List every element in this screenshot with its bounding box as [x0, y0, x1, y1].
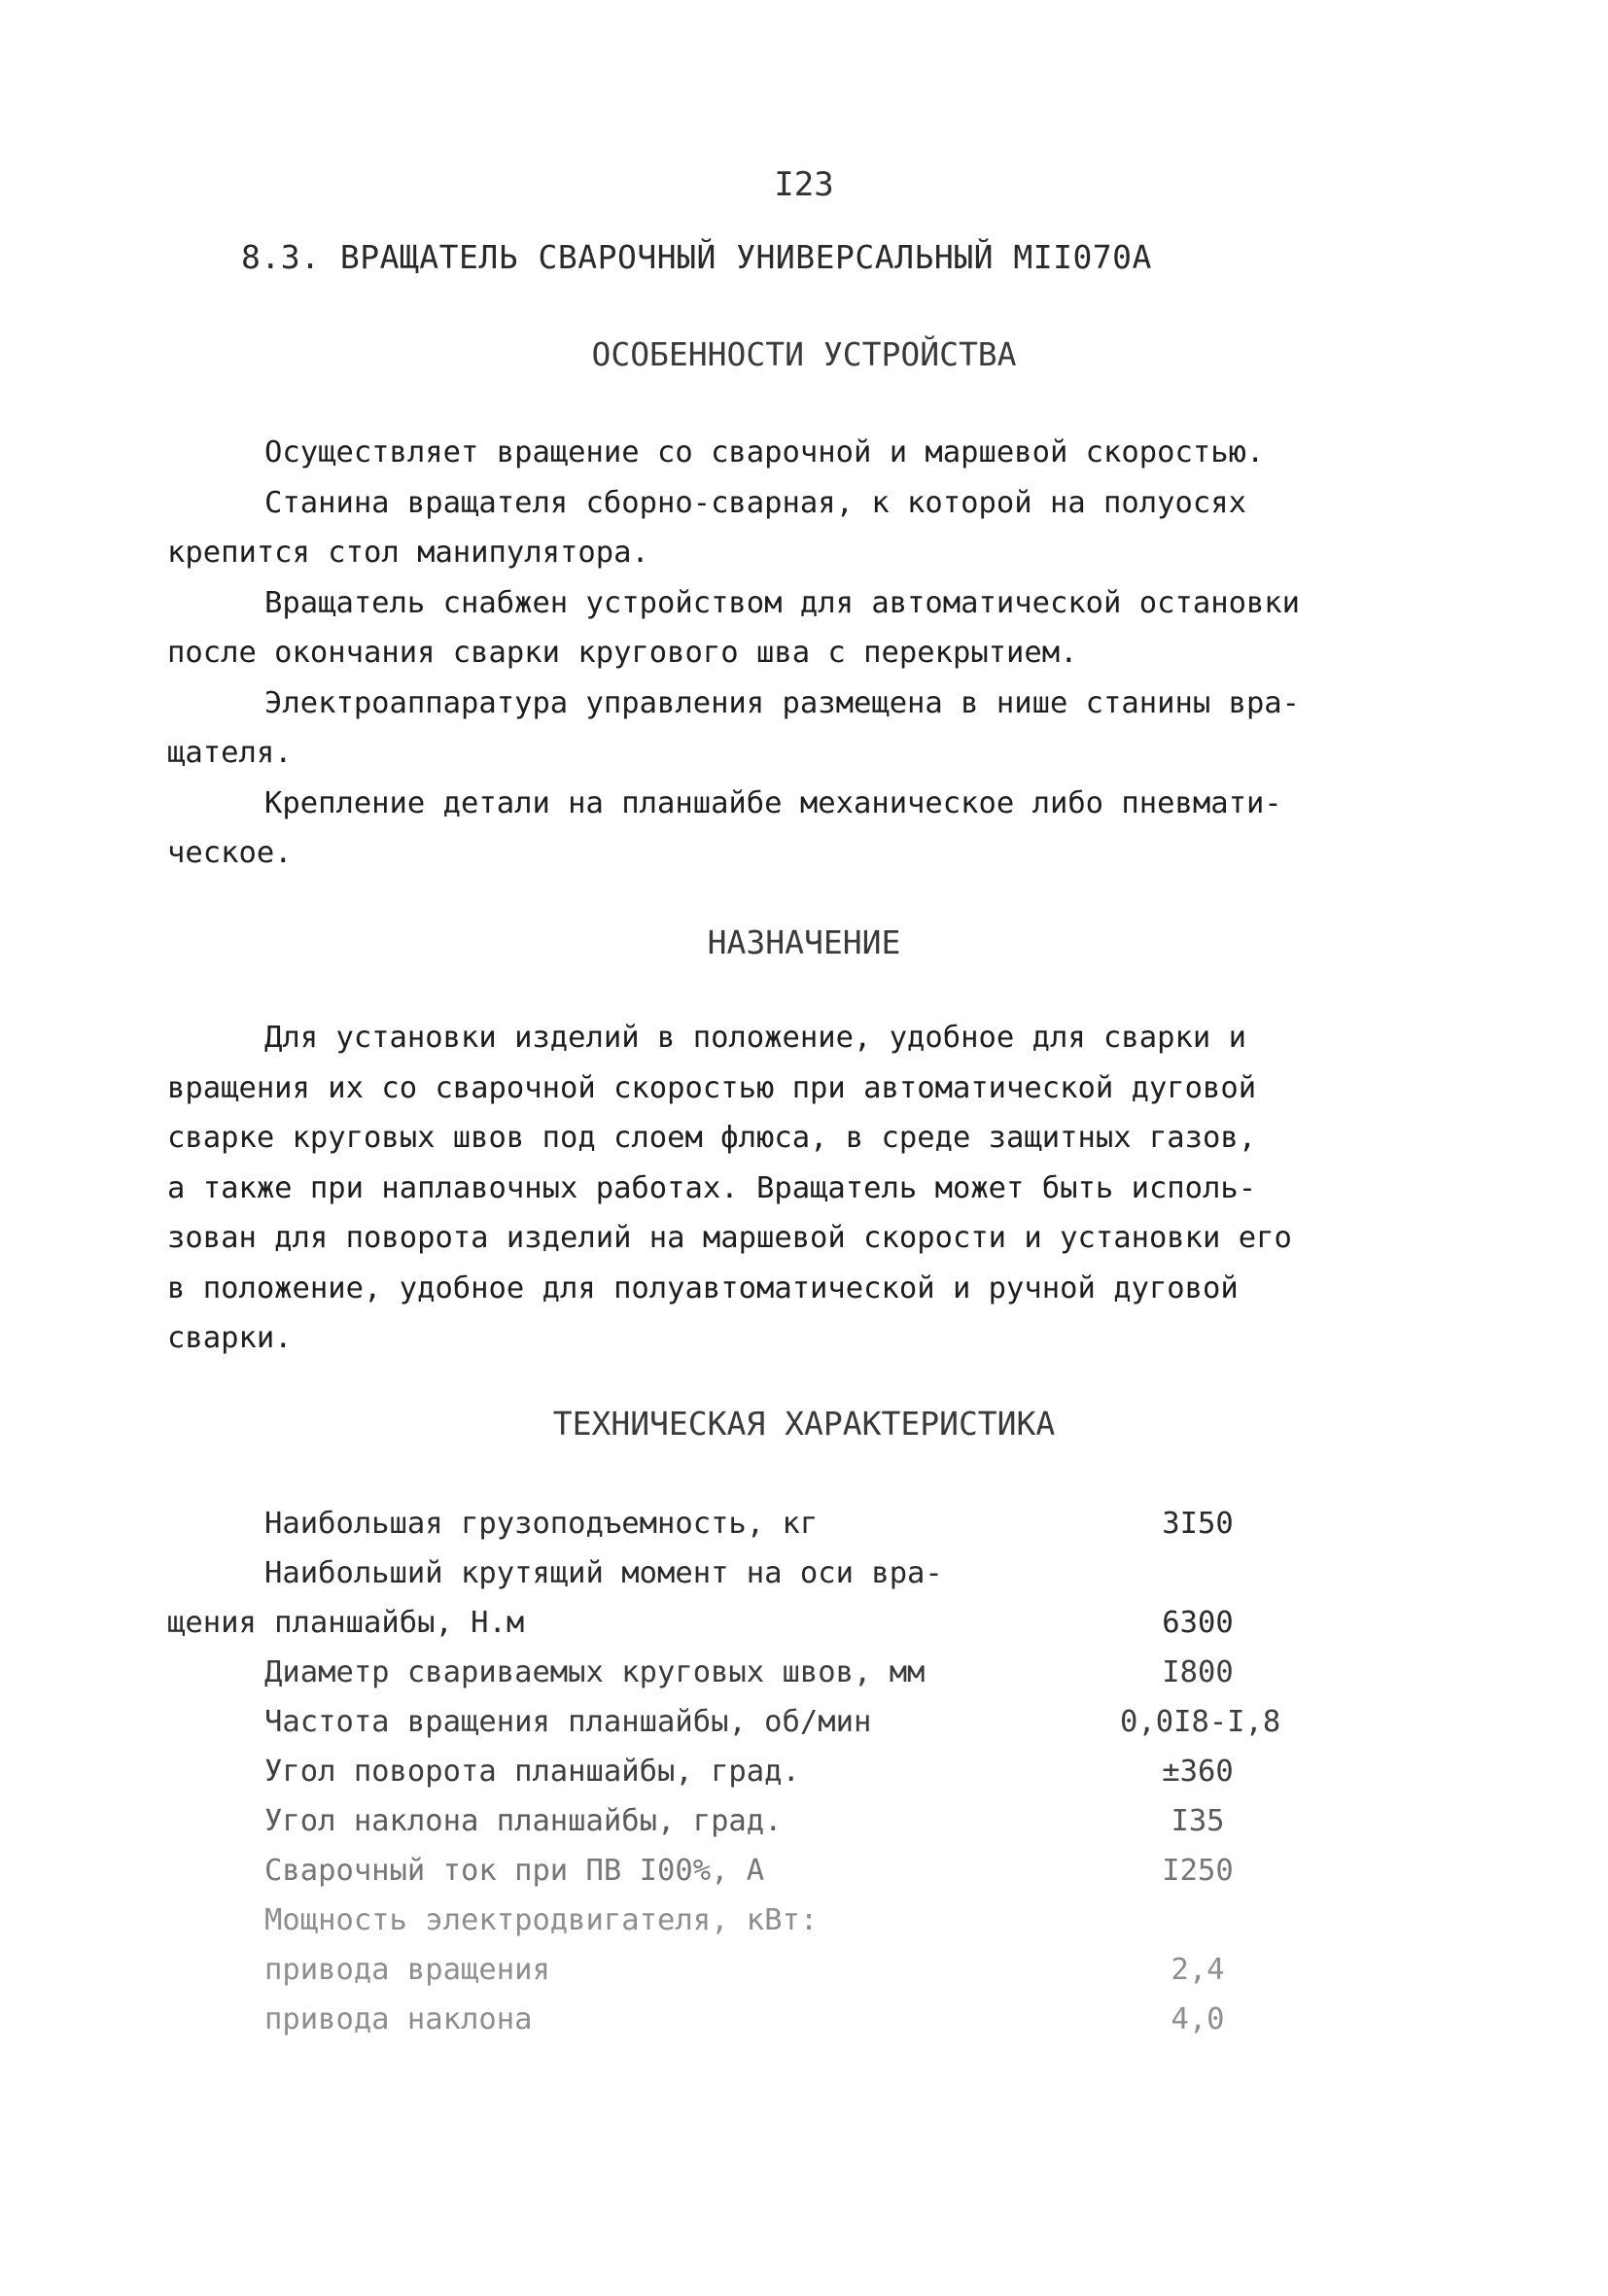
spec-row — [167, 1846, 1334, 1896]
features-line: Вращатель снабжен устройством для автоматической остановки — [264, 585, 1301, 620]
features-line: Станина вращателя сборно-сварная, к которой на полуосях — [264, 485, 1246, 520]
purpose-line: вращения их со сварочной скоростью при автоматической дуговой — [167, 1070, 1257, 1105]
spec-row — [167, 1747, 1334, 1796]
purpose-line: зован для поворота изделий на маршевой скорости и установки его — [167, 1221, 1292, 1255]
spec-label: Мощность электродвигателя, кВт: — [264, 1903, 819, 1937]
spec-row — [167, 1648, 1334, 1697]
spec-row — [167, 1995, 1334, 2044]
spec-value: 2,4 — [1171, 1953, 1225, 1987]
features-line: Осуществляет вращение со сварочной и маршевой скоростью. — [264, 435, 1265, 470]
spec-row — [167, 1598, 1334, 1648]
purpose-line: в положение, удобное для полуавтоматической и ручной дуговой — [167, 1270, 1239, 1305]
spec-label: привода вращения — [264, 1953, 550, 1987]
purpose-line: сварки. — [167, 1321, 293, 1355]
spec-label: Наибольший крутящий момент на оси вра- — [264, 1556, 943, 1590]
spec-row — [167, 1896, 1334, 1945]
spec-label: Угол поворота планшайбы, град. — [264, 1755, 800, 1789]
spec-row — [167, 1697, 1334, 1747]
section-title: 8.3. ВРАЩАТЕЛЬ СВАРОЧНЫЙ УНИВЕРСАЛЬНЫЙ МII070А — [241, 238, 1152, 276]
spec-value: ±360 — [1162, 1755, 1234, 1789]
purpose-line: а также при наплавочных работах. Вращатель может быть исполь- — [167, 1170, 1257, 1205]
purpose-text — [167, 1013, 1441, 1364]
features-line: после окончания сварки кругового шва с перекрытием. — [167, 636, 1078, 670]
features-heading: ОСОБЕННОСТИ УСТРОЙСТВА — [591, 335, 1017, 373]
features-line: ческое. — [167, 836, 293, 870]
features-text — [167, 428, 1441, 879]
spec-value: 4,0 — [1171, 2002, 1225, 2036]
specs-table — [167, 1499, 1334, 2044]
spec-label: Угол наклона планшайбы, град. — [264, 1804, 783, 1838]
spec-value: 0,0I8-I,8 — [1120, 1705, 1281, 1739]
page-number: I23 — [774, 165, 834, 204]
features-line: крепится стол манипулятора. — [167, 536, 649, 570]
spec-label: щения планшайбы, Н.м — [167, 1606, 525, 1640]
spec-value: 6300 — [1162, 1606, 1234, 1640]
spec-label: Частота вращения планшайбы, об/мин — [264, 1705, 872, 1739]
spec-value: I800 — [1162, 1655, 1234, 1689]
spec-row — [167, 1499, 1334, 1548]
spec-label: Сварочный ток при ПВ I00%, А — [264, 1854, 765, 1888]
spec-value: 3I50 — [1162, 1507, 1234, 1541]
spec-label: Наибольшая грузоподъемность, кг — [264, 1507, 819, 1541]
specs-heading: ТЕХНИЧЕСКАЯ ХАРАКТЕРИСТИКА — [552, 1405, 1056, 1443]
purpose-line: Для установки изделий в положение, удобное для сварки и — [264, 1021, 1246, 1055]
features-line: щателя. — [167, 736, 293, 770]
spec-label: Диаметр свариваемых круговых швов, мм — [264, 1655, 926, 1689]
spec-value: I35 — [1171, 1804, 1225, 1838]
features-line: Крепление детали на планшайбе механическое либо пневмати- — [264, 785, 1282, 820]
spec-row — [167, 1796, 1334, 1846]
features-line: Электроаппаратура управления размещена в нише станины вра- — [264, 685, 1301, 720]
purpose-heading: НАЗНАЧЕНИЕ — [707, 923, 901, 961]
purpose-line: сварке круговых швов под слоем флюса, в среде защитных газов, — [167, 1121, 1257, 1155]
spec-row — [167, 1945, 1334, 1995]
spec-value: I250 — [1162, 1854, 1234, 1888]
spec-label: привода наклона — [264, 2002, 533, 2036]
spec-row — [167, 1548, 1334, 1598]
